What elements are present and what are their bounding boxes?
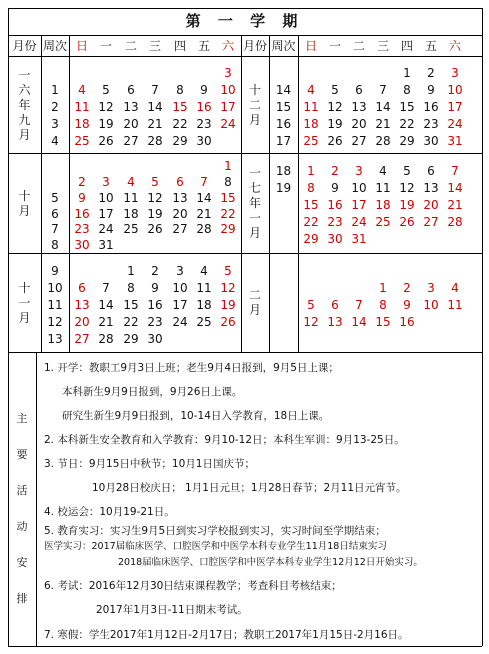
day-cell: 21 <box>98 314 114 329</box>
activity-line: 3. 节日：9月15日中秋节；10月1日国庆节； <box>44 458 255 470</box>
day-cell: 13 <box>172 190 188 205</box>
month-label-char: 九 <box>18 112 31 127</box>
day-cell: 6 <box>331 297 339 312</box>
day-cell: 12 <box>220 280 236 295</box>
frame-bottom <box>8 646 482 647</box>
activity-line: 10月28日校庆日； 1月1日元旦；1月28日春节；2月11日元宵节。 <box>92 482 407 494</box>
day-cell: 18 <box>375 198 391 212</box>
day-cell: 11 <box>447 297 463 312</box>
day-cell: 22 <box>220 206 236 221</box>
day-cell: 30 <box>196 133 212 148</box>
week-number: 18 <box>275 164 292 178</box>
line-under-header <box>8 56 482 57</box>
week-number: 6 <box>51 206 59 221</box>
day-cell: 26 <box>327 133 343 148</box>
day-cell: 24 <box>447 116 463 131</box>
week-number: 13 <box>47 331 63 346</box>
day-cell: 2 <box>78 174 86 189</box>
day-cell: 18 <box>123 206 139 221</box>
day-cell: 20 <box>351 116 367 131</box>
day-cell: 15 <box>375 314 391 329</box>
day-cell: 24 <box>220 116 236 131</box>
day-cell: 27 <box>423 215 439 229</box>
week-number: 8 <box>51 238 59 253</box>
day-cell: 17 <box>172 297 188 312</box>
activity-line: 研究生新生9月9日报到，10-14日入学教育，18日上课。 <box>62 410 330 422</box>
activity-line: 2. 本科新生安全教育和入学教育：9月10-12日；本科生军训：9月13-25日。 <box>44 434 405 446</box>
activities-label-char: 要 <box>16 448 28 461</box>
activities-label-char: 排 <box>16 592 28 605</box>
week-number: 7 <box>51 222 59 237</box>
header-day: 四 <box>400 39 413 53</box>
activities-label-char: 动 <box>16 520 28 533</box>
day-cell: 7 <box>200 174 208 189</box>
day-cell: 13 <box>351 99 367 114</box>
col-mid <box>241 35 242 352</box>
frame-right <box>482 8 483 646</box>
day-cell: 30 <box>423 133 439 148</box>
day-cell: 5 <box>403 164 411 178</box>
line-month1 <box>8 153 482 154</box>
day-cell: 17 <box>220 99 236 114</box>
day-cell: 8 <box>307 181 315 195</box>
day-cell: 29 <box>303 232 319 246</box>
day-cell: 1 <box>403 65 411 80</box>
day-cell: 9 <box>151 280 159 295</box>
day-cell: 26 <box>98 133 114 148</box>
day-cell: 3 <box>102 174 110 189</box>
header-week: 周次 <box>42 39 67 53</box>
day-cell: 22 <box>399 116 415 131</box>
day-cell: 19 <box>220 297 236 312</box>
activity-line: 1. 开学：教职工9月3日上班；老生9月4日报到，9月5日上课； <box>44 362 339 374</box>
day-cell: 14 <box>351 314 367 329</box>
day-cell: 13 <box>74 297 90 312</box>
day-cell: 15 <box>220 190 236 205</box>
day-cell: 16 <box>327 198 343 212</box>
day-cell: 20 <box>123 116 139 131</box>
activity-line: 6. 考试：2016年12月30日结束课程教学；考查科目考核结束； <box>44 580 342 592</box>
day-cell: 3 <box>427 280 435 295</box>
day-cell: 14 <box>196 190 212 205</box>
day-cell: 30 <box>327 232 343 246</box>
day-cell: 28 <box>447 215 463 229</box>
header-day: 日 <box>75 39 88 53</box>
day-cell: 3 <box>224 65 232 80</box>
day-cell: 3 <box>355 164 363 178</box>
header-day: 一 <box>99 39 112 53</box>
header-day: 二 <box>352 39 365 53</box>
day-cell: 17 <box>351 198 367 212</box>
day-cell: 29 <box>220 222 236 237</box>
week-number: 15 <box>275 99 292 114</box>
day-cell: 9 <box>331 181 339 195</box>
week-number: 4 <box>51 133 59 148</box>
activity-line: 4. 校运会：10月19-21日。 <box>44 506 175 518</box>
header-month: 月份 <box>242 39 267 53</box>
header-day: 三 <box>148 39 161 53</box>
day-cell: 29 <box>123 331 139 346</box>
day-cell: 23 <box>147 314 163 329</box>
header-month: 月份 <box>12 39 37 53</box>
day-cell: 5 <box>224 263 232 278</box>
day-cell: 17 <box>98 206 114 221</box>
day-cell: 8 <box>224 174 232 189</box>
day-cell: 7 <box>151 82 159 97</box>
day-cell: 9 <box>403 297 411 312</box>
day-cell: 4 <box>200 263 208 278</box>
day-cell: 23 <box>196 116 212 131</box>
day-cell: 16 <box>423 99 439 114</box>
day-cell: 6 <box>78 280 86 295</box>
day-cell: 14 <box>98 297 114 312</box>
day-cell: 6 <box>355 82 363 97</box>
month-label-char: 一 <box>18 295 31 310</box>
day-cell: 9 <box>200 82 208 97</box>
day-cell: 22 <box>303 215 319 229</box>
day-cell: 16 <box>399 314 415 329</box>
frame-left <box>8 8 9 646</box>
activity-line: 医学实习：2017届临床医学、口腔医学和中医学本科专业学生11月18日结束实习 <box>44 541 387 552</box>
week-number: 14 <box>275 82 292 97</box>
day-cell: 5 <box>307 297 315 312</box>
day-cell: 2 <box>427 65 435 80</box>
day-cell: 16 <box>147 297 163 312</box>
day-cell: 11 <box>74 99 90 114</box>
day-cell: 26 <box>399 215 415 229</box>
activities-label-char: 活 <box>16 484 28 497</box>
day-cell: 1 <box>307 164 315 178</box>
day-cell: 18 <box>196 297 212 312</box>
day-cell: 12 <box>147 190 163 205</box>
day-cell: 12 <box>98 99 114 114</box>
day-cell: 25 <box>74 133 90 148</box>
day-cell: 10 <box>447 82 463 97</box>
day-cell: 9 <box>78 190 86 205</box>
day-cell: 10 <box>351 181 367 195</box>
week-number: 2 <box>51 99 59 114</box>
day-cell: 18 <box>303 116 319 131</box>
month-label-char: 一 <box>248 166 261 180</box>
day-cell: 22 <box>172 116 188 131</box>
week-number: 11 <box>47 297 63 312</box>
day-cell: 11 <box>196 280 212 295</box>
day-cell: 14 <box>147 99 163 114</box>
header-day: 日 <box>304 39 317 53</box>
day-cell: 13 <box>423 181 439 195</box>
header-day: 五 <box>197 39 210 53</box>
header-day: 六 <box>448 39 461 53</box>
month-label-char: 年 <box>18 97 31 112</box>
month-label-char: 一 <box>18 67 31 82</box>
day-cell: 10 <box>98 190 114 205</box>
header-day: 六 <box>221 39 234 53</box>
month-label-char: 月 <box>248 303 261 317</box>
day-cell: 28 <box>98 331 114 346</box>
activities-label-char: 主 <box>16 412 28 425</box>
day-cell: 25 <box>196 314 212 329</box>
day-cell: 29 <box>172 133 188 148</box>
day-cell: 28 <box>375 133 391 148</box>
week-number: 9 <box>51 263 59 278</box>
day-cell: 13 <box>123 99 139 114</box>
day-cell: 12 <box>303 314 319 329</box>
month-label-char: 七 <box>248 181 261 195</box>
activity-line: 5. 教育实习：实习生9月5日到实习学校报到实习，实习时间至学期结束； <box>44 525 386 537</box>
day-cell: 23 <box>74 222 90 237</box>
line-calendar-bottom <box>8 352 482 353</box>
day-cell: 22 <box>123 314 139 329</box>
day-cell: 20 <box>74 314 90 329</box>
activities-label-char: 安 <box>16 556 28 569</box>
day-cell: 27 <box>172 222 188 237</box>
month-label-char: 二 <box>248 288 261 302</box>
month-label-char: 二 <box>248 97 261 112</box>
header-day: 二 <box>124 39 137 53</box>
day-cell: 19 <box>98 116 114 131</box>
semester-title: 第 一 学 期 <box>185 12 304 30</box>
day-cell: 9 <box>427 82 435 97</box>
header-day: 三 <box>376 39 389 53</box>
activity-line: 2017年1月3日-11日期末考试。 <box>96 604 248 616</box>
day-cell: 8 <box>176 82 184 97</box>
activity-line: 2018届临床医学、口腔医学和中医学本科专业学生12月12日开始实习。 <box>118 557 423 568</box>
day-cell: 27 <box>74 331 90 346</box>
day-cell: 7 <box>379 82 387 97</box>
week-number: 1 <box>51 82 59 97</box>
day-cell: 13 <box>327 314 343 329</box>
day-cell: 5 <box>102 82 110 97</box>
day-cell: 28 <box>147 133 163 148</box>
month-label-char: 月 <box>18 127 31 142</box>
month-label-char: 年 <box>248 196 261 210</box>
day-cell: 19 <box>327 116 343 131</box>
day-cell: 29 <box>399 133 415 148</box>
day-cell: 6 <box>427 164 435 178</box>
day-cell: 21 <box>375 116 391 131</box>
day-cell: 31 <box>351 232 367 246</box>
day-cell: 21 <box>196 206 212 221</box>
month-label-char: 月 <box>18 203 31 218</box>
week-number: 16 <box>275 116 292 131</box>
day-cell: 21 <box>147 116 163 131</box>
header-day: 一 <box>328 39 341 53</box>
day-cell: 4 <box>307 82 315 97</box>
week-number: 12 <box>47 314 63 329</box>
month-label-char: 十 <box>248 82 261 97</box>
day-cell: 1 <box>379 280 387 295</box>
day-cell: 21 <box>447 198 463 212</box>
month-label-char: 月 <box>248 112 261 127</box>
day-cell: 23 <box>423 116 439 131</box>
day-cell: 15 <box>399 99 415 114</box>
day-cell: 10 <box>220 82 236 97</box>
day-cell: 8 <box>379 297 387 312</box>
day-cell: 1 <box>127 263 135 278</box>
day-cell: 6 <box>176 174 184 189</box>
day-cell: 5 <box>331 82 339 97</box>
day-cell: 16 <box>74 206 90 221</box>
day-cell: 28 <box>196 222 212 237</box>
day-cell: 17 <box>447 99 463 114</box>
week-number: 17 <box>275 133 292 148</box>
day-cell: 4 <box>379 164 387 178</box>
day-cell: 4 <box>451 280 459 295</box>
month-label-char: 十 <box>18 188 31 203</box>
col-activities-label <box>36 352 37 646</box>
day-cell: 6 <box>127 82 135 97</box>
day-cell: 11 <box>303 99 319 114</box>
day-cell: 7 <box>355 297 363 312</box>
day-cell: 1 <box>224 159 232 173</box>
week-number: 10 <box>47 280 63 295</box>
week-number: 19 <box>275 181 292 195</box>
month-label-char: 十 <box>18 280 31 295</box>
activity-line: 本科新生9月9日报到，9月26日上课。 <box>62 386 243 398</box>
day-cell: 3 <box>176 263 184 278</box>
month-label-char: 月 <box>18 310 31 325</box>
day-cell: 10 <box>423 297 439 312</box>
day-cell: 4 <box>78 82 86 97</box>
day-cell: 12 <box>399 181 415 195</box>
day-cell: 7 <box>102 280 110 295</box>
day-cell: 10 <box>172 280 188 295</box>
day-cell: 31 <box>98 238 114 253</box>
day-cell: 18 <box>74 116 90 131</box>
week-number: 5 <box>51 190 59 205</box>
day-cell: 19 <box>399 198 415 212</box>
day-cell: 2 <box>151 263 159 278</box>
day-cell: 19 <box>147 206 163 221</box>
day-cell: 2 <box>331 164 339 178</box>
day-cell: 24 <box>98 222 114 237</box>
week-number: 3 <box>51 116 59 131</box>
day-cell: 20 <box>172 206 188 221</box>
day-cell: 30 <box>147 331 163 346</box>
header-day: 四 <box>173 39 186 53</box>
day-cell: 27 <box>351 133 367 148</box>
day-cell: 3 <box>451 65 459 80</box>
day-cell: 27 <box>123 133 139 148</box>
header-day: 五 <box>424 39 437 53</box>
day-cell: 26 <box>220 314 236 329</box>
day-cell: 16 <box>196 99 212 114</box>
day-cell: 14 <box>375 99 391 114</box>
day-cell: 31 <box>447 133 463 148</box>
day-cell: 5 <box>151 174 159 189</box>
day-cell: 15 <box>123 297 139 312</box>
day-cell: 25 <box>375 215 391 229</box>
month-label-char: 月 <box>248 226 261 240</box>
day-cell: 12 <box>327 99 343 114</box>
header-week: 周次 <box>271 39 296 53</box>
day-cell: 4 <box>127 174 135 189</box>
day-cell: 24 <box>172 314 188 329</box>
day-cell: 11 <box>123 190 139 205</box>
day-cell: 14 <box>447 181 463 195</box>
month-label-char: 一 <box>248 211 261 225</box>
day-cell: 8 <box>127 280 135 295</box>
day-cell: 25 <box>303 133 319 148</box>
day-cell: 25 <box>123 222 139 237</box>
day-cell: 23 <box>327 215 343 229</box>
day-cell: 7 <box>451 164 459 178</box>
day-cell: 30 <box>74 238 90 253</box>
day-cell: 15 <box>172 99 188 114</box>
day-cell: 15 <box>303 198 319 212</box>
day-cell: 20 <box>423 198 439 212</box>
day-cell: 8 <box>403 82 411 97</box>
day-cell: 11 <box>375 181 391 195</box>
frame-top <box>8 8 482 9</box>
day-cell: 2 <box>403 280 411 295</box>
activity-line: 7. 寒假：学生2017年1月12日-2月17日；教职工2017年1月15日-2月16日。 <box>44 629 409 641</box>
month-label-char: 六 <box>18 82 31 97</box>
day-cell: 24 <box>351 215 367 229</box>
day-cell: 26 <box>147 222 163 237</box>
line-under-title <box>8 35 482 36</box>
